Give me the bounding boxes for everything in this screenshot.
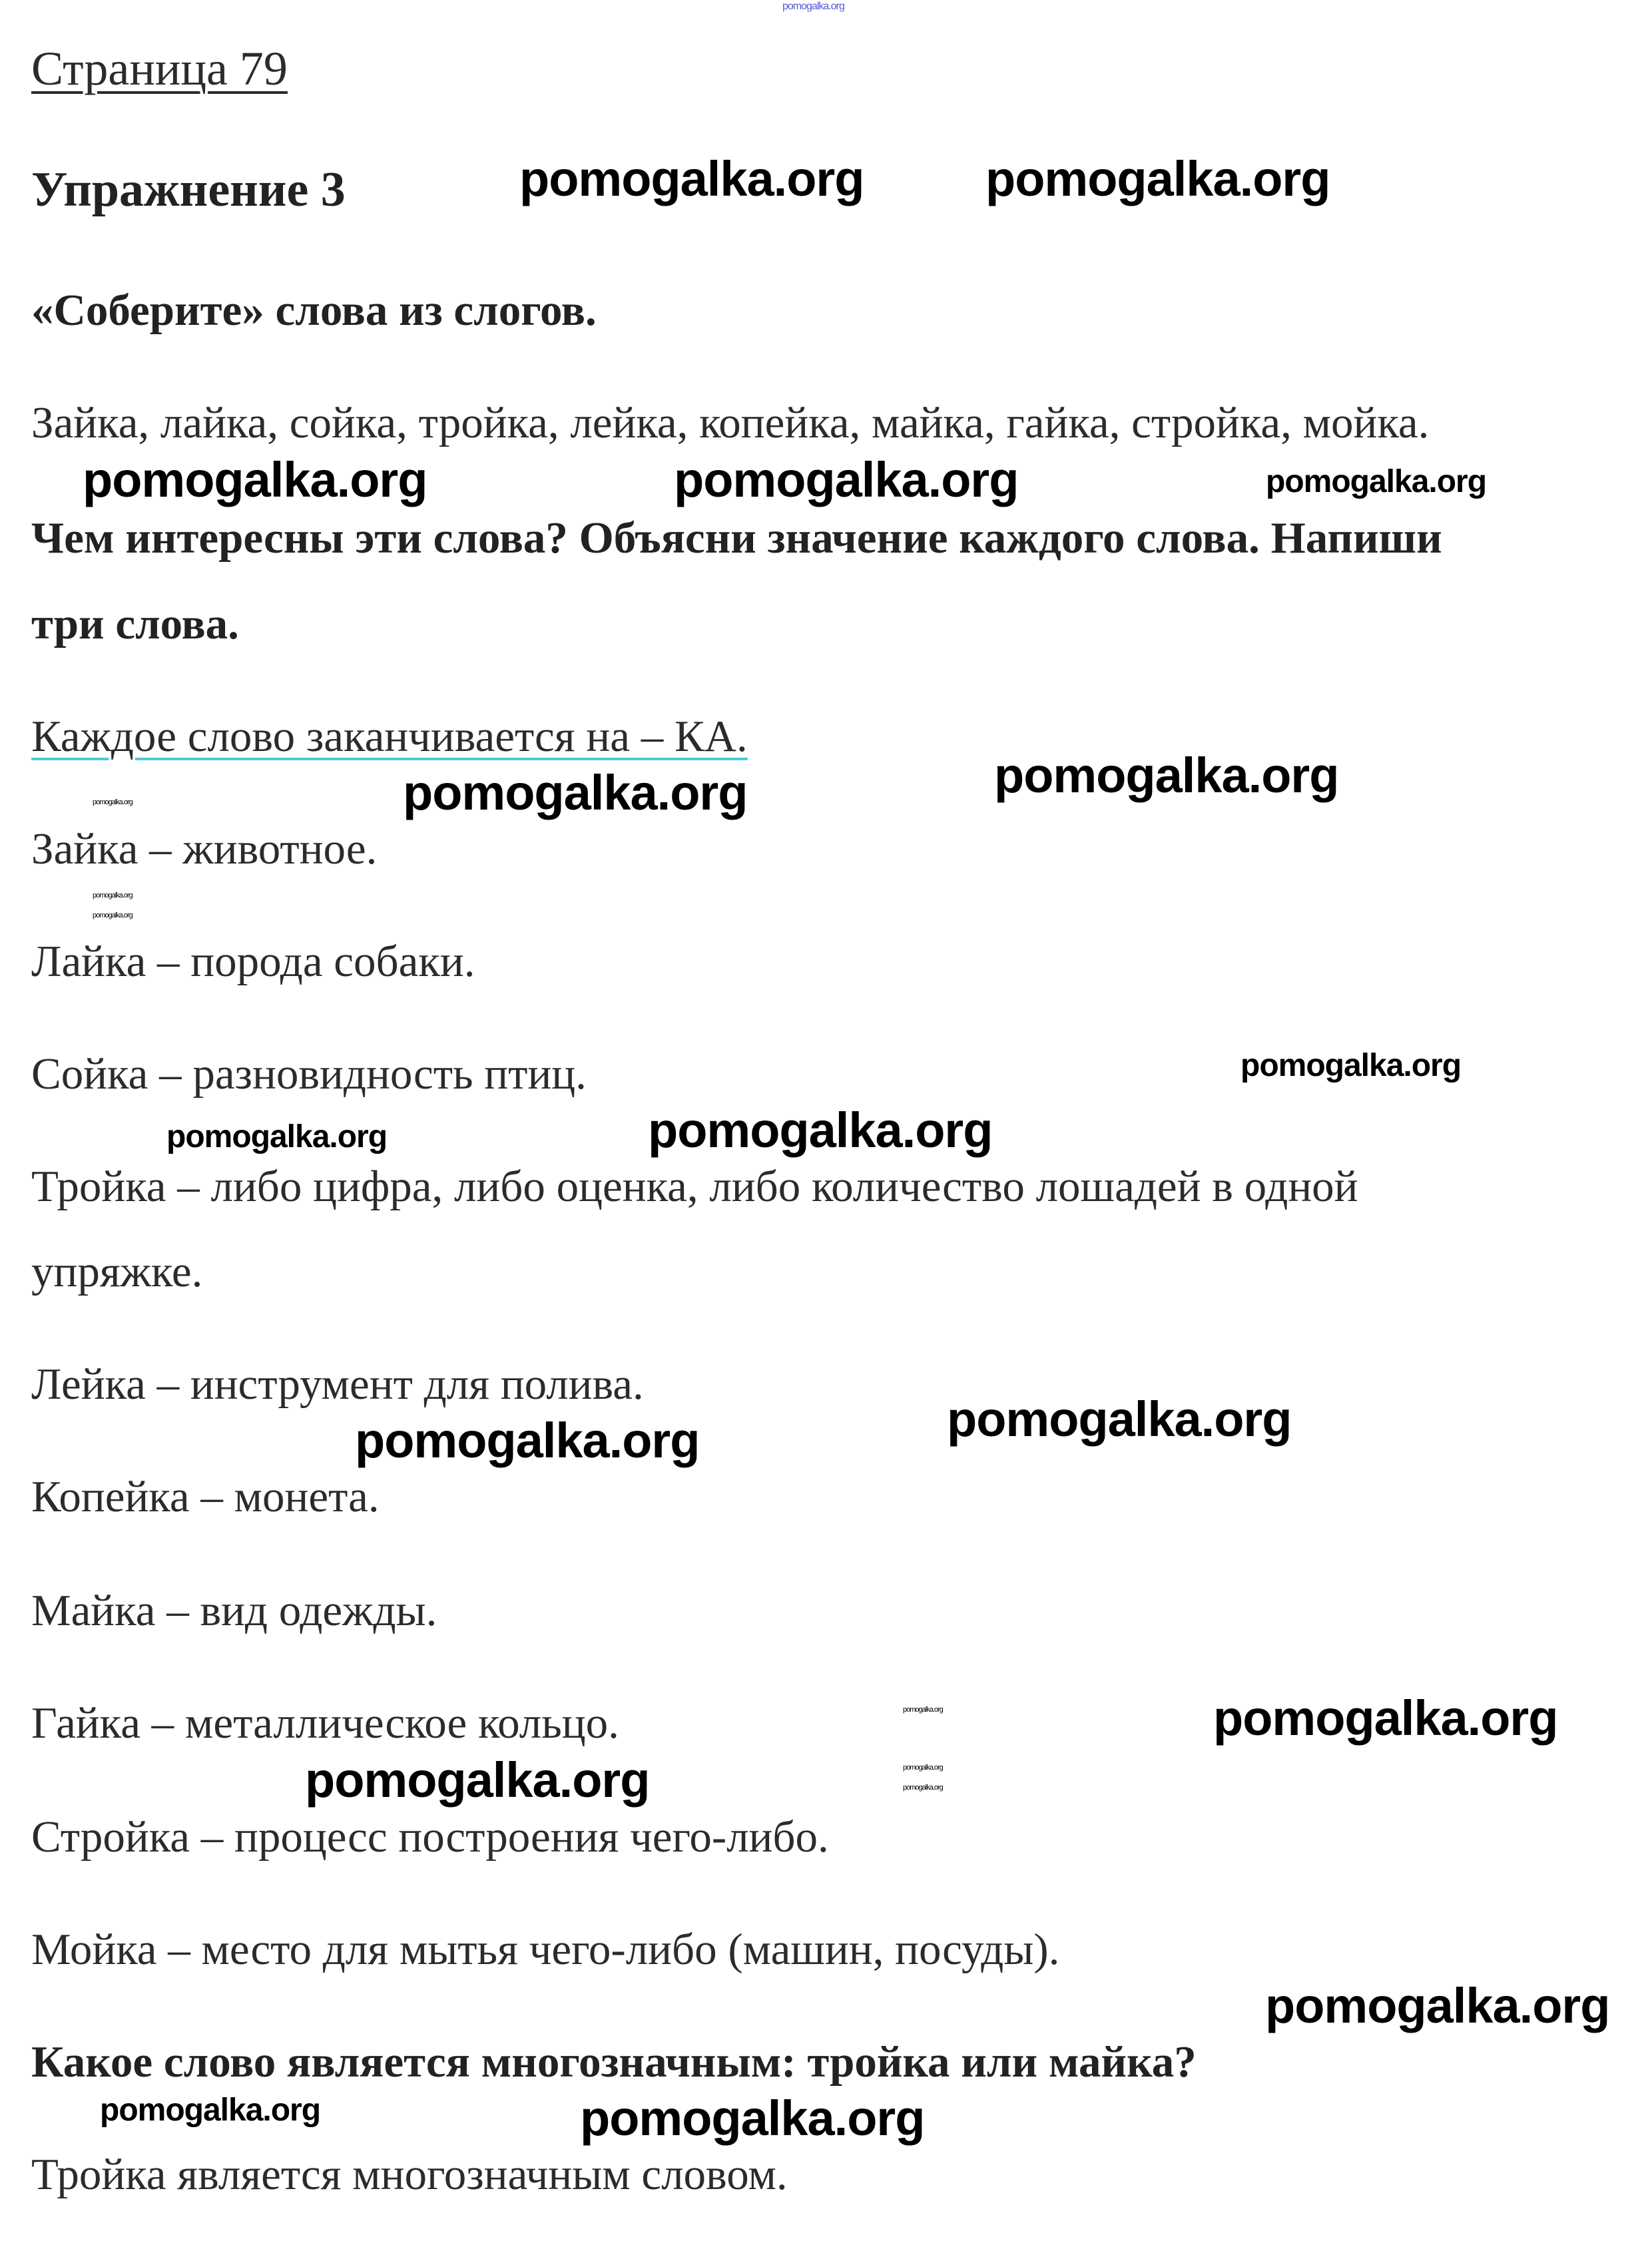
- watermark: pomogalka.org: [93, 891, 133, 899]
- definition-item: Лайка – порода собаки.: [31, 937, 475, 986]
- watermark: pomogalka.org: [903, 1764, 943, 1772]
- watermark: pomogalka.org: [93, 911, 133, 919]
- watermark: pomogalka.org: [93, 798, 133, 806]
- watermark: pomogalka.org: [100, 2093, 321, 2128]
- definition-item: Копейка – монета.: [31, 1472, 380, 1521]
- definition-item: Стройка – процесс построения чего-либо.: [31, 1812, 829, 1862]
- definition-item: Сойка – разновидность птиц.: [31, 1049, 587, 1099]
- watermark: pomogalka.org: [994, 748, 1339, 803]
- exercise-title: Упражнение 3: [31, 162, 346, 217]
- task-1: «Соберите» слова из слогов.: [31, 286, 597, 335]
- watermark: pomogalka.org: [1265, 1978, 1610, 2033]
- watermark: pomogalka.org: [1213, 1690, 1558, 1746]
- watermark: pomogalka.org: [519, 151, 864, 206]
- answer-intro: Каждое слово заканчивается на – КА.: [31, 712, 748, 761]
- watermark: pomogalka.org: [166, 1119, 388, 1154]
- answer-3: Тройка является многозначным словом.: [31, 2150, 788, 2199]
- definition-item: Гайка – металлическое кольцо.: [31, 1698, 619, 1748]
- watermark: pomogalka.org: [648, 1103, 993, 1158]
- definition-item: упряжке.: [31, 1247, 203, 1296]
- watermark: pomogalka.org: [782, 1, 844, 12]
- watermark: pomogalka.org: [305, 1752, 650, 1808]
- page-title: Страница 79: [31, 42, 288, 95]
- watermark: pomogalka.org: [403, 765, 748, 820]
- watermark: pomogalka.org: [674, 452, 1019, 507]
- task-2-line-2: три слова.: [31, 599, 239, 648]
- words-list: Зайка, лайка, сойка, тройка, лейка, копейка, майка, гайка, стройка, мойка.: [31, 398, 1430, 447]
- watermark: pomogalka.org: [83, 452, 427, 507]
- watermark: pomogalka.org: [947, 1391, 1292, 1447]
- definition-item: Майка – вид одежды.: [31, 1586, 437, 1635]
- task-2-line-1: Чем интересны эти слова? Объясни значение каждого слова. Напиши: [31, 513, 1442, 563]
- watermark: pomogalka.org: [580, 2091, 925, 2146]
- watermark: pomogalka.org: [903, 1706, 943, 1714]
- definition-item: Зайка – животное.: [31, 824, 378, 874]
- definition-item: Мойка – место для мытья чего-либо (машин, посуды).: [31, 1925, 1060, 1974]
- definition-item: Тройка – либо цифра, либо оценка, либо количество лошадей в одной: [31, 1162, 1358, 1211]
- task-3: Какое слово является многозначным: тройка или майка?: [31, 2037, 1197, 2087]
- definition-item: Лейка – инструмент для полива.: [31, 1360, 644, 1409]
- watermark: pomogalka.org: [1240, 1048, 1462, 1083]
- watermark: pomogalka.org: [985, 151, 1330, 206]
- watermark: pomogalka.org: [903, 1784, 943, 1792]
- watermark: pomogalka.org: [355, 1413, 700, 1468]
- watermark: pomogalka.org: [1266, 464, 1487, 499]
